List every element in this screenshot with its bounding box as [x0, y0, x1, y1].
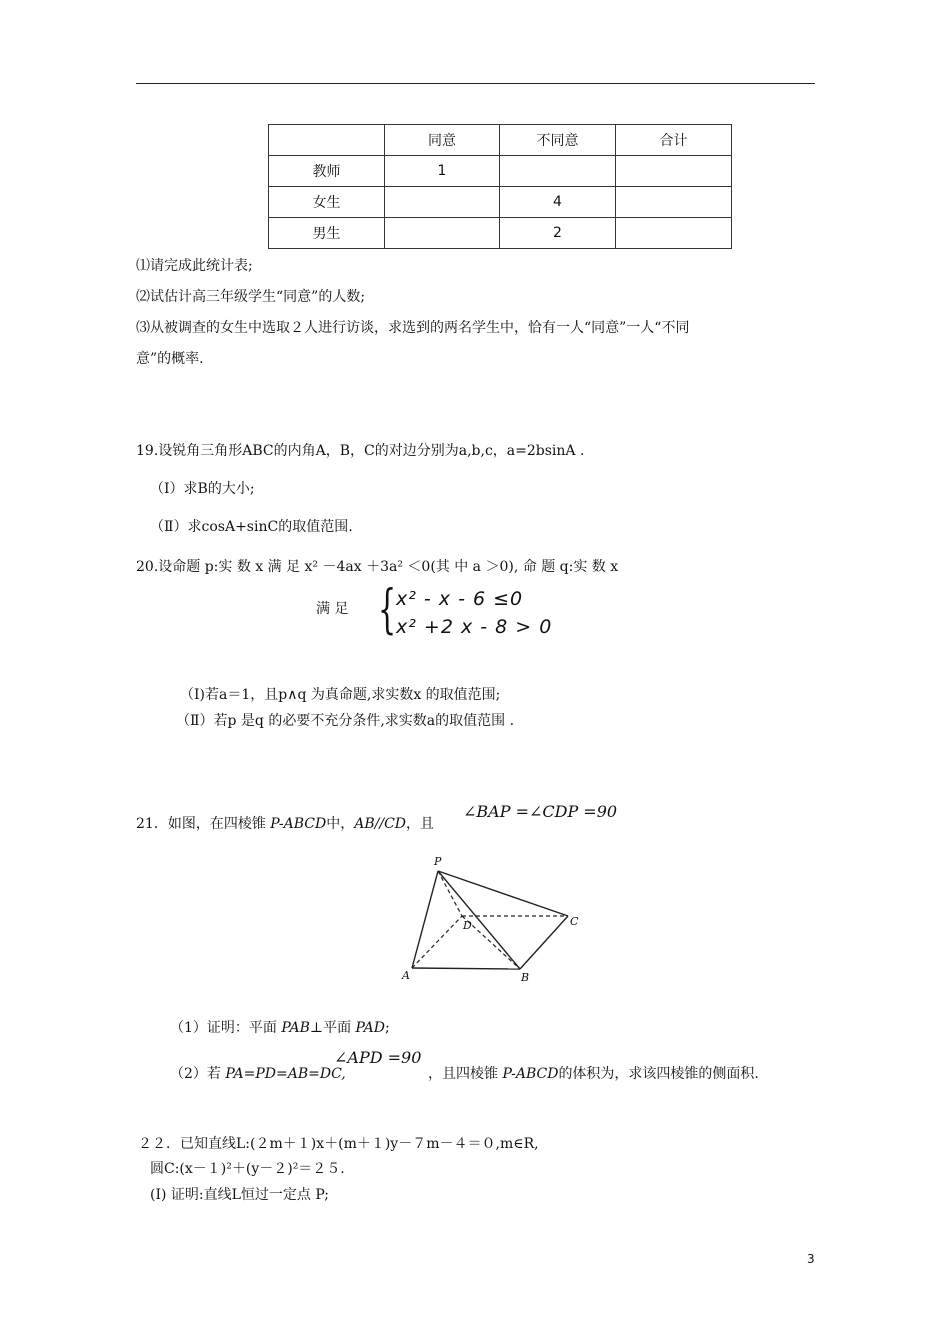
table-cell — [616, 187, 732, 218]
table-row — [269, 156, 732, 187]
inequality-1: x² - x - 6 ≤0 — [396, 588, 524, 610]
table-cell — [616, 156, 732, 187]
table-cell: 男生 — [269, 218, 385, 249]
q21-part2-text-b: ，且四棱锥 — [428, 1066, 503, 1082]
q20-part1: （Ⅰ)若a＝1，且p∧q 为真命题,求实数x 的取值范围; — [180, 687, 501, 703]
q19-stem: 19.设锐角三角形ABC的内角A，B，C的对边分别为a,b,c，a=2bsinA . — [136, 443, 585, 459]
q21-stem — [136, 813, 434, 833]
q21-part1-text-b: ⊥平面 — [309, 1020, 356, 1036]
edge-AB — [412, 968, 520, 969]
table-header-cell: 不同意 — [500, 125, 616, 156]
q21-stem-text-c: ，且 — [406, 816, 435, 832]
inequality-2: x² +2 x - 8 > 0 — [396, 616, 553, 638]
table-header-cell — [269, 125, 385, 156]
table-cell: 2 — [500, 218, 616, 249]
label-A: A — [402, 969, 410, 982]
label-P: P — [434, 855, 442, 868]
survey-table — [268, 124, 732, 249]
q21-angle-condition: ∠BAP =∠CDP =90 — [463, 802, 618, 821]
q20-satisfy-label: 满 足 — [316, 601, 349, 617]
q21-part2-text-c: 的体积为，求该四棱锥的侧面积. — [558, 1066, 759, 1082]
q21-part2-tail — [428, 1063, 759, 1083]
q21-part2-lead — [170, 1063, 346, 1083]
q18-part3-line2: 意”的概率. — [136, 351, 204, 367]
q21-stem-text-a: 21．如图，在四棱锥 — [136, 816, 271, 832]
q19-part2: （Ⅱ）求cosA+sinC的取值范围. — [150, 519, 353, 535]
q18-part1: ⑴请完成此统计表; — [136, 258, 253, 274]
table-cell — [616, 218, 732, 249]
table-cell: 4 — [500, 187, 616, 218]
label-B: B — [521, 971, 530, 984]
table-header-cell: 同意 — [385, 125, 500, 156]
table-header-cell: 合计 — [616, 125, 732, 156]
q21-parallel: AB//CD — [354, 816, 407, 832]
label-D: D — [463, 919, 472, 932]
pyramid-figure — [400, 855, 590, 985]
table-cell — [385, 187, 500, 218]
q21-part1 — [170, 1017, 390, 1037]
header-rule — [136, 83, 815, 84]
q20-stem: 20.设命题 p:实 数 x 满 足 x² －4ax ＋3a² ＜0(其 中 a ＞0), 命 题 q:实 数 x — [136, 559, 619, 575]
left-brace: { — [378, 580, 397, 640]
label-C: C — [570, 915, 579, 928]
q18-part2: ⑵试估计高三年级学生“同意”的人数; — [136, 289, 366, 305]
table-cell: 女生 — [269, 187, 385, 218]
q18-part3-line1: ⑶从被调查的女生中选取２人进行访谈，求选到的两名学生中，恰有一人“同意”一人“不同 — [136, 320, 690, 336]
table-cell: 教师 — [269, 156, 385, 187]
edge-PA — [412, 871, 438, 968]
q21-stem-text-b: 中， — [326, 816, 355, 832]
page-number: 3 — [807, 1252, 815, 1266]
q21-plane-pad: PAD — [355, 1020, 386, 1036]
table-cell — [500, 156, 616, 187]
q22-stem: ２２．已知直线L:(２m＋１)x＋(m＋１)y－７m－４＝０,m∈R, — [138, 1136, 539, 1152]
edge-BC — [520, 916, 568, 969]
table-cell — [385, 218, 500, 249]
q19-part1: （Ⅰ）求B的大小; — [150, 481, 255, 497]
q21-part2-text-a: （2）若 — [170, 1066, 226, 1082]
q21-part1-text-c: ; — [385, 1020, 390, 1036]
table-row — [269, 187, 732, 218]
table-header-row — [269, 125, 732, 156]
q20-part2: （Ⅱ）若p 是q 的必要不充分条件,求实数a的取值范围 . — [176, 713, 515, 729]
q21-part1-text-a: （1）证明：平面 — [170, 1020, 282, 1036]
q22-circle: 圆C:(x－１)²＋(y－２)²＝２５. — [150, 1161, 345, 1177]
q21-plane-pab: PAB — [281, 1020, 310, 1036]
inequality-system — [378, 580, 588, 644]
q21-part2-pyramid: P-ABCD — [502, 1066, 559, 1082]
table-cell: 1 — [385, 156, 500, 187]
q21-part2-angle: ∠APD =90 — [334, 1048, 422, 1067]
q21-part2-equalities: PA=PD=AB=DC, — [225, 1066, 346, 1082]
q21-pyramid-name: P-ABCD — [270, 816, 327, 832]
q22-part1: (Ⅰ) 证明:直线L恒过一定点 P; — [150, 1187, 330, 1203]
table-row — [269, 218, 732, 249]
